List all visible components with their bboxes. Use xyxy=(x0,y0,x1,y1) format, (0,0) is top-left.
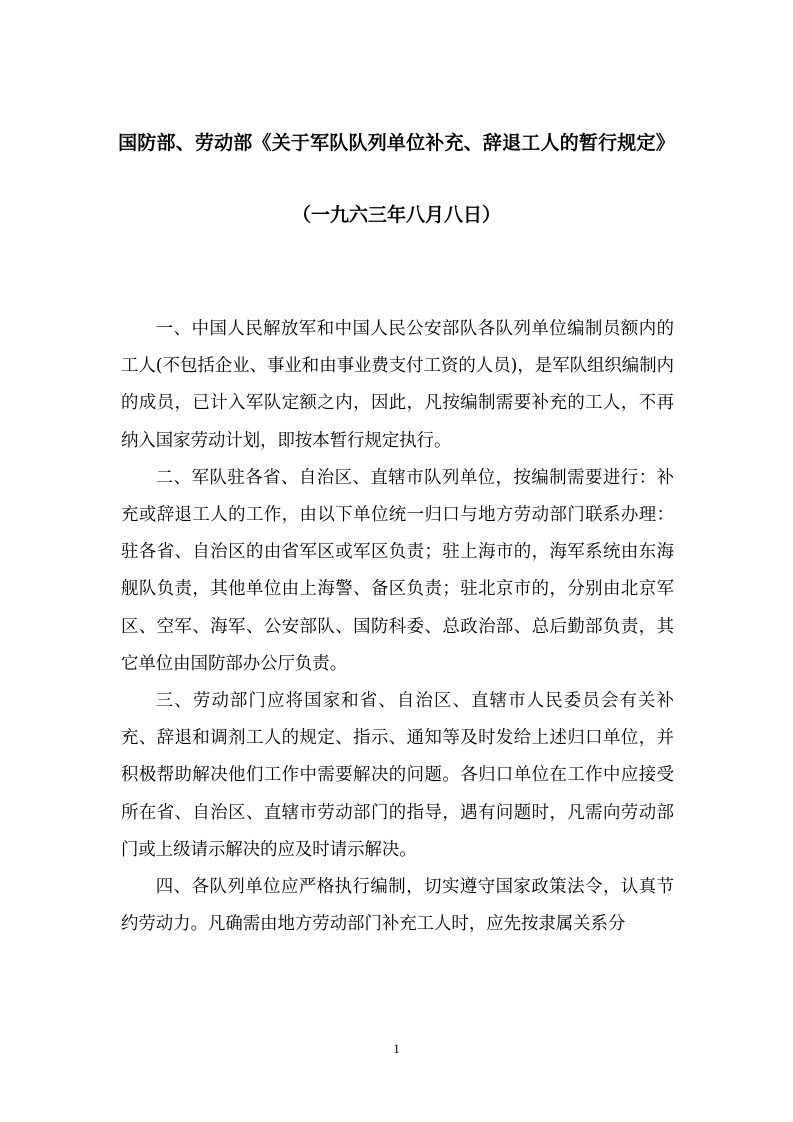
paragraph-3: 三、劳动部门应将国家和省、自治区、直辖市人民委员会有关补充、辞退和调剂工人的规定、指示、通知等及时发给上述归口单位，并积极帮助解决他们工作中需要解决的问题。各归口单位在工作中应接受所在省、自治区、直辖市劳动部门的指导，遇有问题时，凡需向劳动部门或上级请示解决的应及时请示解决。 xyxy=(121,691,674,860)
document-date: （一九六三年八月八日） xyxy=(291,204,501,226)
document-body xyxy=(121,311,674,943)
page-number: 1 xyxy=(393,1041,400,1056)
paragraph-2: 二、军队驻各省、自治区、直辖市队列单位，按编制需要进行：补充或辞退工人的工作，由以下单位统一归口与地方劳动部门联系办理：驻各省、自治区的由省军区或军区负责；驻上海市的，海军系统由东海舰队负责，其他单位由上海警、备区负责；驻北京市的，分别由北京军区、空军、海军、公安部队、国防科委、总政治部、总后勤部负责，其它单位由国防部办公厅负责。 xyxy=(121,467,674,674)
paragraph-1: 一、中国人民解放军和中国人民公安部队各队列单位编制员额内的工人(不包括企业、事业和由事业费支付工资的人员)，是军队组织编制内的成员，已计入军队定额之内，因此，凡按编制需要补充的工人，不再纳入国家劳动计划，即按本暂行规定执行。 xyxy=(121,319,674,451)
paragraph-4: 四、各队列单位应严格执行编制，切实遵守国家政策法令，认真节约劳动力。凡确需由地方劳动部门补充工人时，应先按隶属关系分 xyxy=(121,877,674,935)
document-title: 国防部、劳动部《关于军队队列单位补充、辞退工人的暂行规定》 xyxy=(118,132,675,154)
